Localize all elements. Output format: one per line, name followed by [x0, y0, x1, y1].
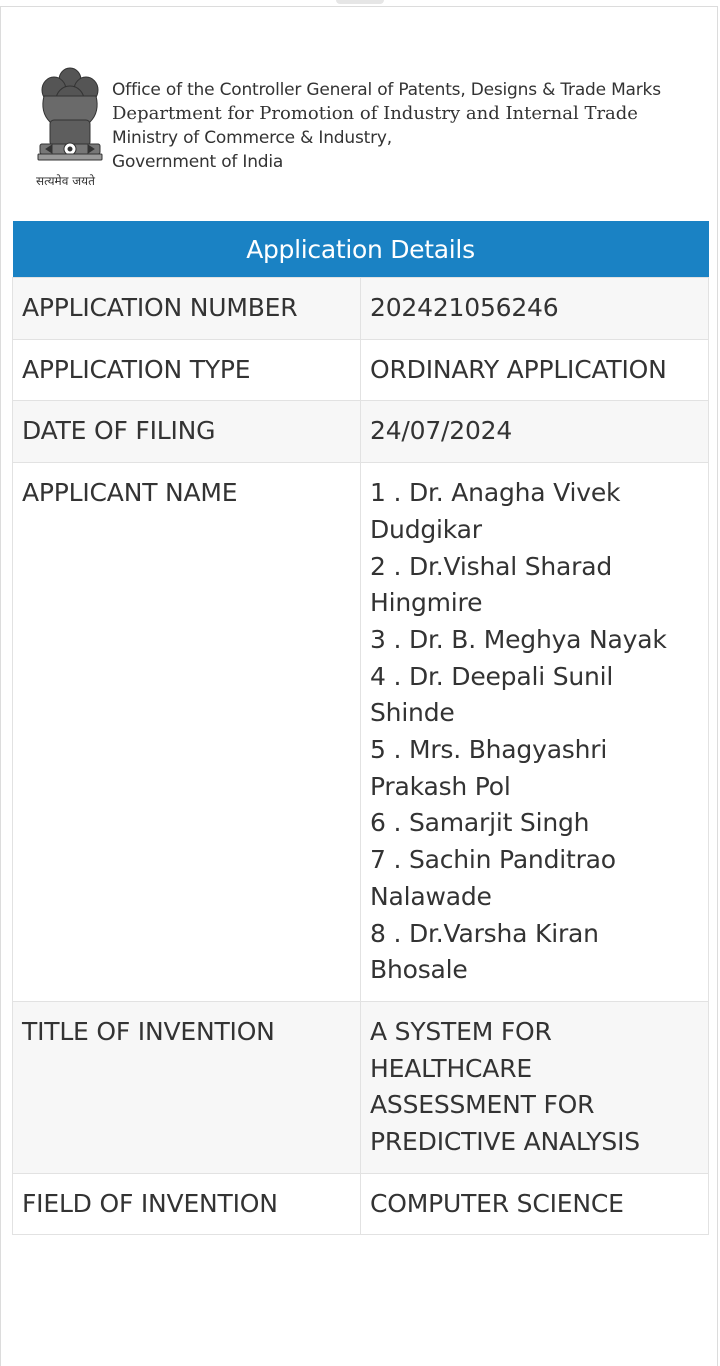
table-row [13, 1001, 709, 1173]
row-value-applicant-list [361, 463, 709, 1002]
top-notch [336, 0, 384, 4]
applicant-item: 1 . Dr. Anagha Vivek Dudgikar [370, 478, 621, 544]
table-row [13, 1173, 709, 1235]
table-row [13, 401, 709, 463]
table-row [13, 278, 709, 340]
org-line-government: Government of India [112, 152, 284, 172]
table-title: Application Details [13, 221, 709, 278]
row-label-application-number: APPLICATION NUMBER [13, 278, 361, 340]
applicant-item: 8 . Dr.Varsha Kiran Bhosale [370, 918, 599, 985]
application-details-table [12, 221, 709, 1235]
row-label-applicant-name: APPLICANT NAME [13, 463, 361, 1002]
applicant-item: 6 . Samarjit Singh [370, 808, 590, 838]
row-label-title-of-invention: TITLE OF INVENTION [13, 1001, 361, 1173]
applicant-item: 7 . Sachin Panditrao Nalawade [370, 845, 616, 911]
applicant-item: 2 . Dr.Vishal Sharad Hingmire [370, 551, 613, 618]
row-value-field-of-invention: COMPUTER SCIENCE [361, 1173, 709, 1235]
row-value-application-type: ORDINARY APPLICATION [361, 339, 709, 401]
applicant-item: 3 . Dr. B. Meghya Nayak [370, 624, 667, 654]
page-header [30, 66, 710, 196]
emblem-motto: सत्यमेव जयते [36, 174, 95, 188]
row-label-field-of-invention: FIELD OF INVENTION [13, 1173, 361, 1235]
applicant-item: 4 . Dr. Deepali Sunil Shinde [370, 661, 614, 728]
organization-name [112, 78, 661, 174]
row-label-application-type: APPLICATION TYPE [13, 339, 361, 401]
table-row [13, 463, 709, 1002]
table-row [13, 339, 709, 401]
org-line-office: Office of the Controller General of Patents, Designs & Trade Marks [112, 80, 661, 100]
org-line-ministry: Ministry of Commerce & Industry, [112, 128, 392, 148]
row-label-date-of-filing: DATE OF FILING [13, 401, 361, 463]
applicant-item: 5 . Mrs. Bhagyashri Prakash Pol [370, 735, 608, 801]
row-value-title-of-invention: A SYSTEM FOR HEALTHCARE ASSESSMENT FOR PREDICTIVE ANALYSIS [361, 1001, 709, 1173]
org-line-department: Department for Promotion of Industry and Internal Trade [112, 103, 638, 124]
row-value-date-of-filing: 24/07/2024 [361, 401, 709, 463]
row-value-application-number: 202421056246 [361, 278, 709, 340]
